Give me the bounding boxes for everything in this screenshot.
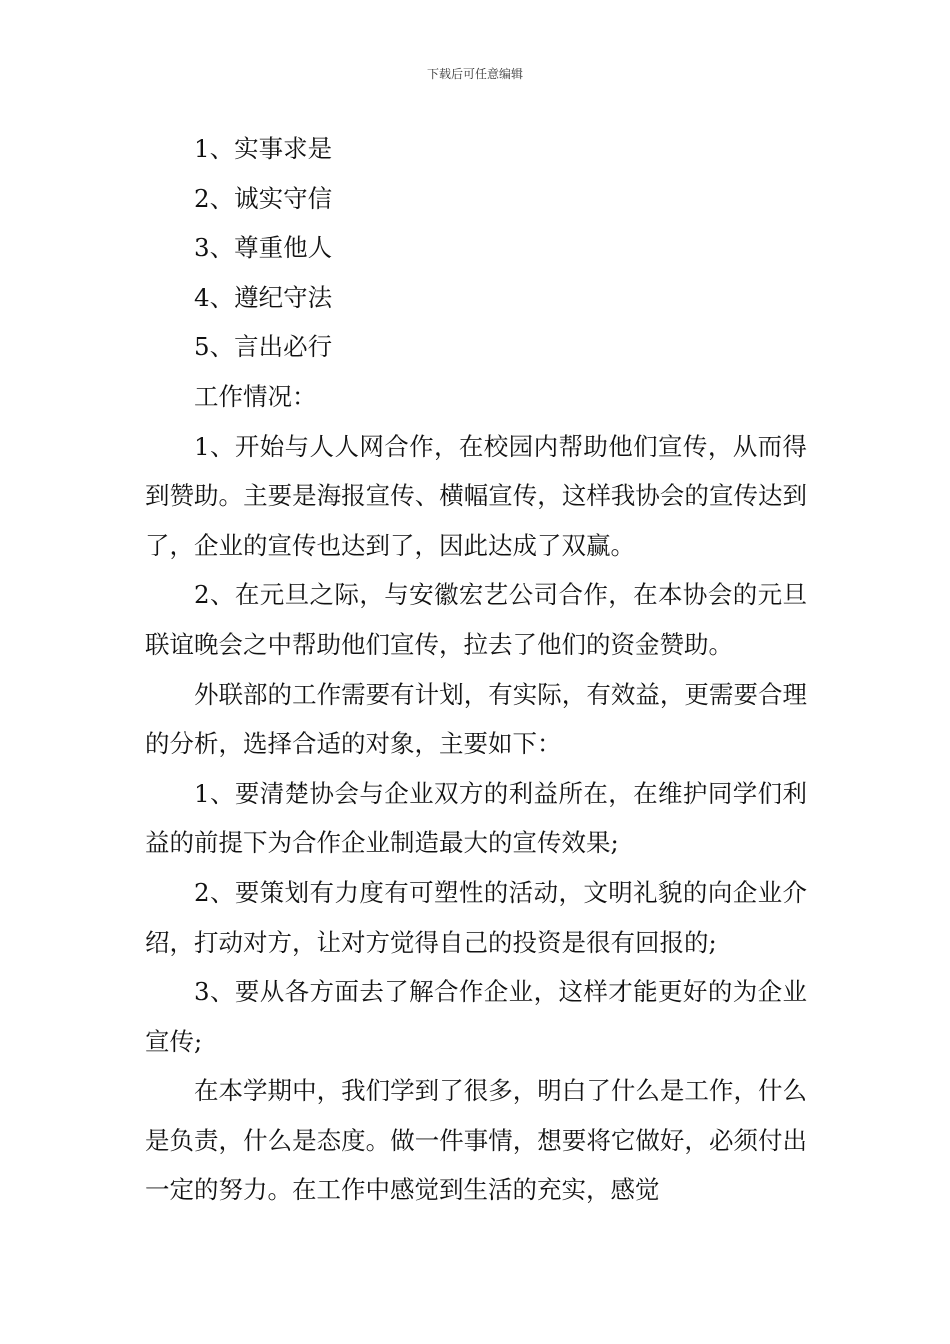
paragraph-planning-2: 2、要策划有力度有可塑性的活动，文明礼貌的向企业介绍，打动对方，让对方觉得自己的投资是很有回报的; [145, 877, 807, 957]
paragraph-planning-1: 1、要清楚协会与企业双方的利益所在，在维护同学们利益的前提下为合作企业制造最大的宣传效果; [145, 778, 807, 858]
paragraph-summary: 在本学期中，我们学到了很多，明白了什么是工作，什么是负责，什么是态度。做一件事情，想要将它做好，必须付出一定的努力。在工作中感觉到生活的充实，感觉 [145, 1076, 807, 1205]
list-item-principle-1: 1、实事求是 [194, 134, 333, 163]
paragraph-planning-3: 3、要从各方面去了解合作企业，这样才能更好的为企业宣传; [145, 977, 807, 1056]
document-body [145, 124, 807, 1215]
list-item-principle-4: 4、遵纪守法 [194, 282, 333, 312]
list-item-principle-2: 2、诚实守信 [194, 183, 333, 213]
paragraph-work-2: 2、在元旦之际，与安徽宏艺公司合作，在本协会的元旦联谊晚会之中帮助他们宣传，拉去了他们的资金赞助。 [145, 580, 807, 659]
page-header-note: 下载后可任意编辑 [426, 67, 523, 81]
paragraph-planning-intro: 外联部的工作需要有计划，有实际，有效益，更需要合理的分析，选择合适的对象，主要如下： [145, 679, 807, 759]
section-heading-work-status: 工作情况： [194, 381, 317, 411]
list-item-principle-3: 3、尊重他人 [194, 233, 333, 263]
list-item-principle-5: 5、言出必行 [194, 332, 333, 362]
paragraph-work-1: 1、开始与人人网合作，在校园内帮助他们宣传，从而得到赞助。主要是海报宣传、横幅宣传，这样我协会的宣传达到了，企业的宣传也达到了，因此达成了双赢。 [145, 431, 807, 560]
